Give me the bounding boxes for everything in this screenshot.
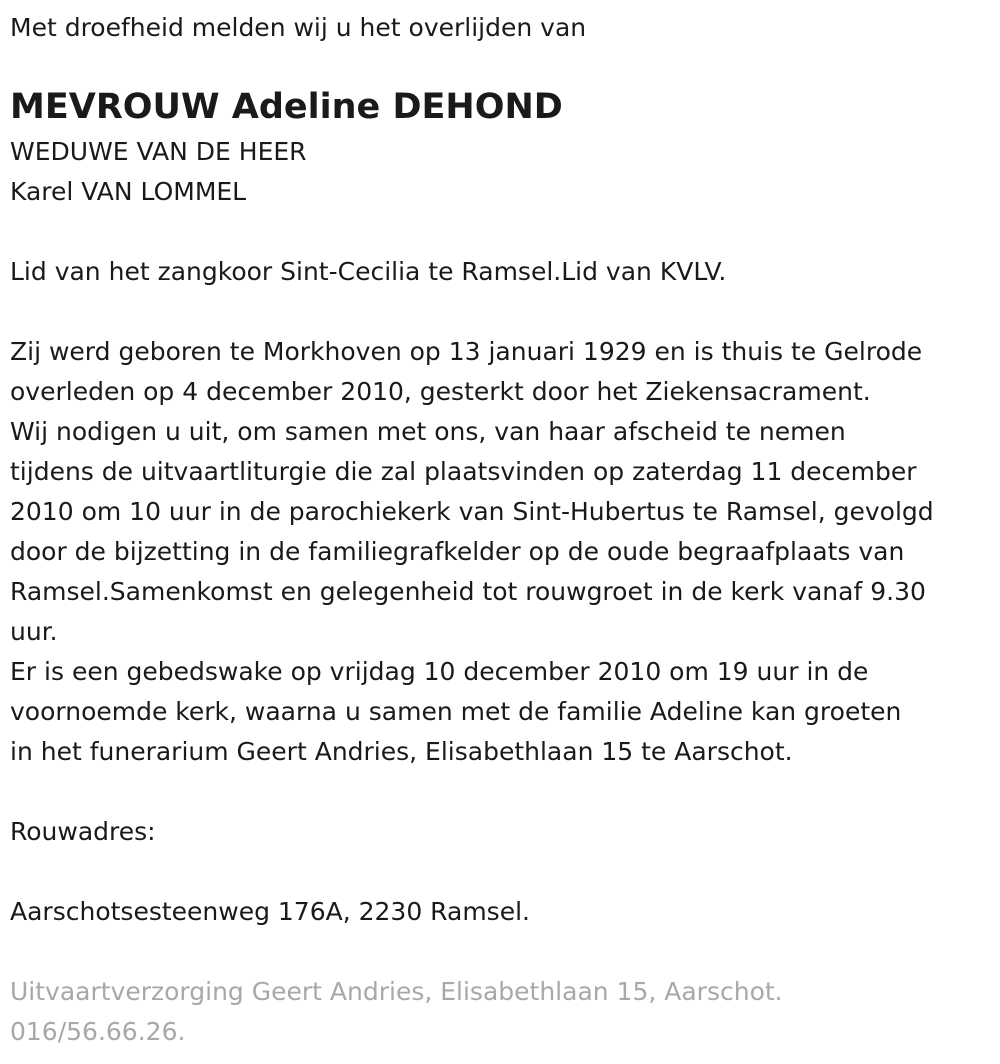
body-line: uur. [10,617,58,646]
body-line: Ramsel.Samenkomst en gelegenheid tot rouwgroet in de kerk vanaf 9.30 [10,577,926,606]
funeral-director-line: Uitvaartverzorging Geert Andries, Elisabethlaan 15, Aarschot. [10,977,783,1006]
body-line: 2010 om 10 uur in de parochiekerk van Sint-Hubertus te Ramsel, gevolgd [10,497,934,526]
body-line: Wij nodigen u uit, om samen met ons, van haar afscheid te nemen [10,417,846,446]
spacer [10,932,990,972]
deceased-name: MEVROUW Adeline DEHOND [10,87,563,127]
relation-line-2: Karel VAN LOMMEL [10,177,247,206]
body-line: in het funerarium Geert Andries, Elisabethlaan 15 te Aarschot. [10,737,793,766]
body-line: Er is een gebedswake op vrijdag 10 december 2010 om 19 uur in de [10,657,869,686]
body-line: voornoemde kerk, waarna u samen met de familie Adeline kan groeten [10,697,902,726]
funeral-director-phone: 016/56.66.26. [10,1017,186,1046]
spacer [10,852,990,892]
body-line: door de bijzetting in de familiegrafkelder op de oude begraafplaats van [10,537,905,566]
spacer [10,212,990,252]
spacer [10,292,990,332]
address-label: Rouwadres: [10,817,156,846]
membership-text: Lid van het zangkoor Sint-Cecilia te Ramsel.Lid van KVLV. [10,257,727,286]
spacer [10,772,990,812]
intro-text: Met droefheid melden wij u het overlijden van [10,13,587,42]
body-line: Zij werd geboren te Morkhoven op 13 januari 1929 en is thuis te Gelrode [10,337,923,366]
relation-line-1: WEDUWE VAN DE HEER [10,137,307,166]
body-line: overleden op 4 december 2010, gesterkt door het Ziekensacrament. [10,377,871,406]
body-line: tijdens de uitvaartliturgie die zal plaatsvinden op zaterdag 11 december [10,457,917,486]
mourning-address: Aarschotsesteenweg 176A, 2230 Ramsel. [10,897,530,926]
notice-body [10,332,990,772]
